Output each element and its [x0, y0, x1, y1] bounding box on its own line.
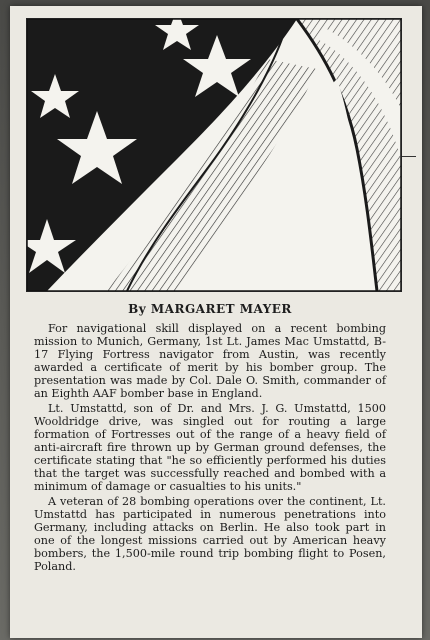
article-byline: By MARGARET MAYER	[128, 302, 292, 316]
article-paragraph-1: For navigational skill displayed on a recent bombing mission to Munich, Germany, 1st Lt. James Mac Umstattd, B-17 Flying Fortress navigator from Austin, was recently awarded a certificate of merit by his bomber group. The presentation was made by Col. Dale O. Smith, commander of an Eighth AAF bomber base in England.	[34, 322, 386, 400]
article-body	[34, 302, 386, 575]
adjacent-column-fragment	[402, 156, 418, 626]
column-rule	[402, 156, 416, 157]
newspaper-clipping	[10, 6, 422, 638]
flag-illustration	[26, 18, 402, 292]
article-paragraph-3: A veteran of 28 bombing operations over the continent, Lt. Umstattd has participated in numerous penetrations into Germany, including attacks on Berlin. He also took part in one of the longest missions carried out by American heavy bombers, the 1,500-mile round trip bombing flight to Posen, Poland.	[34, 495, 386, 573]
flag-drawing	[27, 19, 401, 291]
article-paragraph-2: Lt. Umstattd, son of Dr. and Mrs. J. G. Umstattd, 1500 Wooldridge drive, was singled out for routing a large formation of Fortresses out of the range of a heavy field of anti-aircraft fire thrown up by German ground defenses, the certificate stating that "he so efficiently performed his duties that the target was successfully reached and bombed with a minimum of damage or casualties to his units."	[34, 402, 386, 493]
